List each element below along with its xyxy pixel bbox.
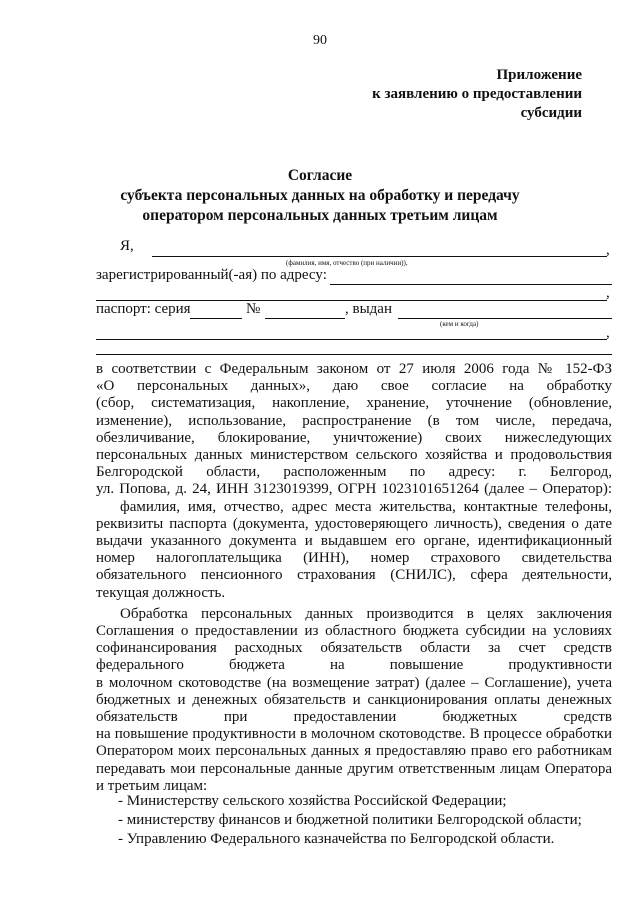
text-line: Оператором моих персональных данных я предоставляю право его работникам xyxy=(96,743,612,760)
text-line: обязательного пенсионного страхования (СНИЛС), сфера деятельности, xyxy=(96,567,612,584)
text-line: «О персональных данных», даю свое согласие на обработку xyxy=(96,378,612,395)
text-line: в молочном скотоводстве (на возмещение затрат) (далее – Соглашение), учета xyxy=(96,674,612,691)
text-line: ул. Попова, д. 24, ИНН 3123019399, ОГРН 1023101651264 (далее – Оператор): xyxy=(96,481,612,498)
issued-by-field[interactable] xyxy=(398,318,612,319)
appendix-line-2: к заявлению о предоставлении xyxy=(372,86,582,102)
appendix-header xyxy=(372,66,582,123)
text-line: и третьим лицам: xyxy=(96,777,208,794)
text-line: передавать мои персональные данные другим ответственным лицам Оператора xyxy=(96,760,612,777)
title-line-1: Согласие xyxy=(287,167,353,184)
comma: , xyxy=(606,325,610,341)
text-line: фамилия, имя, отчество, адрес места жительства, контактные телефоны, xyxy=(120,498,612,515)
text-line: обязательств при предоставлении бюджетных средств xyxy=(96,709,612,726)
text-line: в соответствии с Федеральным законом от 27 июля 2006 года № 152-ФЗ xyxy=(96,361,612,377)
passport-number-field[interactable] xyxy=(265,318,345,319)
issued-by-field-continued[interactable] xyxy=(96,339,607,340)
address-field[interactable] xyxy=(330,284,612,285)
appendix-line-1: Приложение xyxy=(496,67,582,83)
page-number: 90 xyxy=(313,33,327,48)
consent-paragraph xyxy=(96,361,612,795)
recipients-list xyxy=(96,792,616,849)
issued-hint: (кем и когда) xyxy=(440,320,479,328)
text-line: бюджетных и денежных обязательств и санкционирования оплаты денежных xyxy=(96,691,612,708)
comma: , xyxy=(606,285,610,301)
title-line-2: субъекта персональных данных на обработку и передачу xyxy=(120,187,520,204)
appendix-line-3: субсидии xyxy=(520,105,582,121)
text-line: Соглашения о предоставлении из областного бюджета субсидии на условиях xyxy=(96,623,612,640)
text-line: персональных данных министерством сельского хозяйства и продовольствия xyxy=(96,447,612,464)
title-line-3: оператором персональных данных третьим лицам xyxy=(142,207,498,224)
text-line: на повышение продуктивности в молочном скотоводстве. В процессе обработки xyxy=(96,726,612,743)
full-name-hint: (фамилия, имя, отчество (при наличии)), xyxy=(286,259,408,267)
text-line: текущая должность. xyxy=(96,584,226,601)
comma: , xyxy=(606,242,610,258)
text-line: реквизиты паспорта (документа, удостоверяющего личность), сведения о дате xyxy=(96,515,612,532)
passport-series-label: паспорт: серия xyxy=(96,301,191,317)
registered-label: зарегистрированный(-ая) по адресу: xyxy=(96,267,327,283)
i-label: Я, xyxy=(120,238,134,254)
text-line: обезличивание, блокирование, уничтожение) своих нижеследующих xyxy=(96,429,612,446)
text-line: (сбор, систематизация, накопление, хранение, уточнение (обновление, xyxy=(96,395,612,412)
passport-series-field[interactable] xyxy=(190,318,242,319)
list-item: - Управлению Федерального казначейства по Белгородской области. xyxy=(118,831,555,847)
text-line: Обработка персональных данных производится в целях заключения xyxy=(120,605,612,622)
issued-label: , выдан xyxy=(345,301,392,317)
list-item: - Министерству сельского хозяйства Российской Федерации; xyxy=(118,793,507,809)
text-line: номер налогоплательщика (ИНН), номер страхового свидетельства xyxy=(96,550,612,567)
full-name-field[interactable] xyxy=(152,256,607,257)
text-line: федерального бюджета на повышение продуктивности xyxy=(96,657,612,674)
document-title xyxy=(0,166,640,226)
blank-line[interactable] xyxy=(96,354,612,355)
text-line: Белгородской области, расположенным по адресу: г. Белгород, xyxy=(96,464,612,481)
text-line: выдачи указанного документа и выдавшем его органе, идентификационный xyxy=(96,533,612,550)
passport-number-label: № xyxy=(246,301,261,317)
text-line: софинансирования расходных обязательств области за счет средств xyxy=(96,640,612,657)
text-line: изменение), использование, распространение (в том числе, передача, xyxy=(96,412,612,429)
list-item: - министерству финансов и бюджетной политики Белгородской области; xyxy=(118,812,582,828)
